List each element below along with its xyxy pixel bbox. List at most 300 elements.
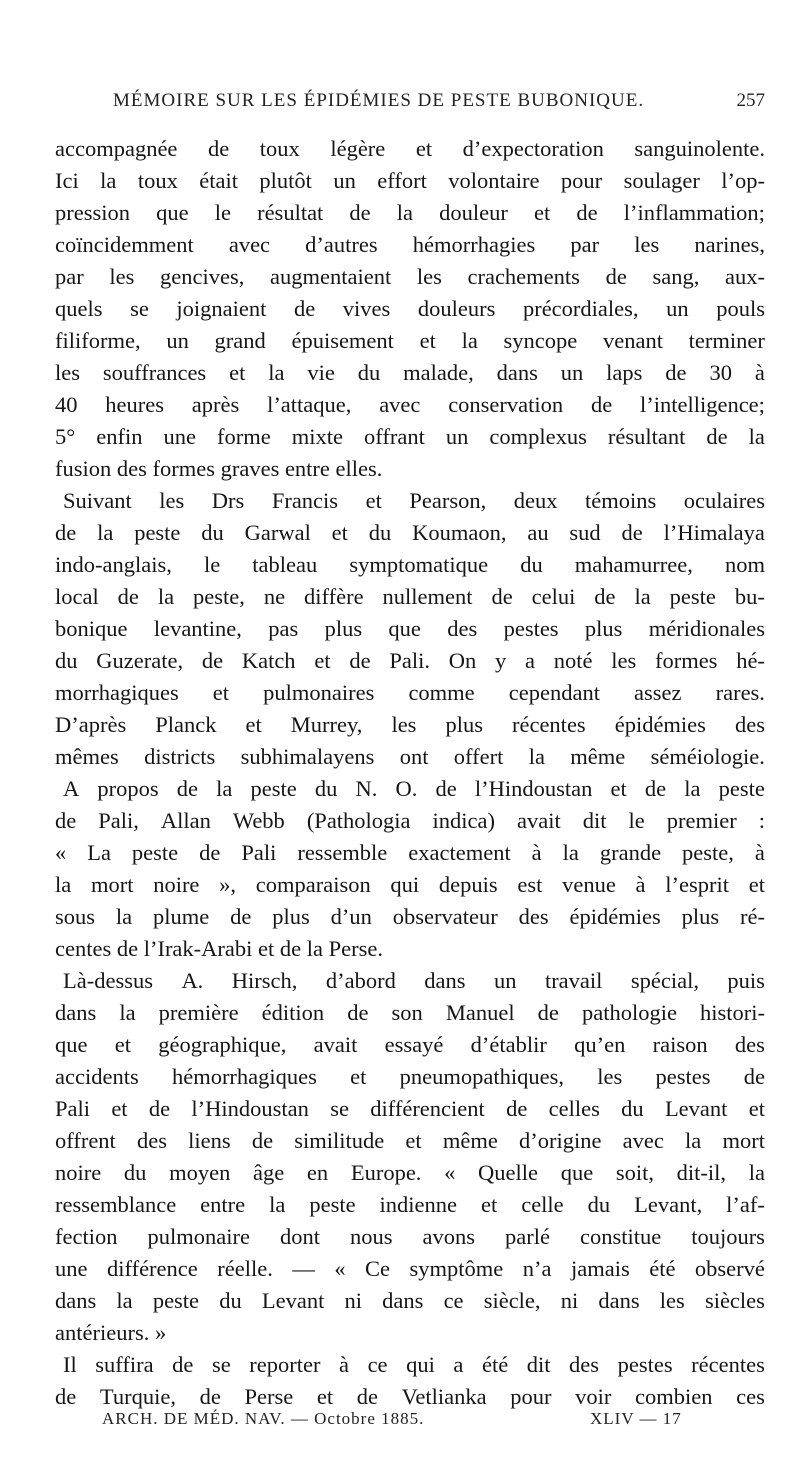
- word: les: [109, 264, 135, 289]
- word: Ce: [365, 1256, 391, 1281]
- word: reporter: [249, 1352, 321, 1377]
- word: entre: [200, 1192, 246, 1217]
- word: toujours: [691, 1224, 765, 1249]
- word: heures: [105, 392, 165, 417]
- word: pestes: [503, 616, 559, 641]
- word: un: [445, 424, 469, 449]
- word: du: [55, 648, 78, 673]
- word: puis: [727, 968, 765, 993]
- word: avons: [422, 1224, 475, 1249]
- word: indo-anglais,: [55, 552, 172, 577]
- word: se: [130, 296, 149, 321]
- word: venant: [602, 328, 663, 353]
- word: les: [634, 232, 660, 257]
- word: parlé: [504, 1224, 550, 1249]
- word: la: [269, 1192, 286, 1217]
- word: indica): [432, 808, 496, 833]
- word: que: [156, 200, 189, 225]
- word: de: [594, 584, 616, 609]
- word: de: [491, 584, 513, 609]
- word: et: [415, 136, 433, 161]
- word: la: [562, 840, 579, 865]
- text-line: [55, 1029, 765, 1061]
- text-line: [55, 357, 765, 389]
- word: précordiales,: [522, 296, 639, 321]
- word: de: [621, 520, 643, 545]
- running-header: [55, 90, 765, 120]
- word: du: [520, 552, 543, 577]
- word: la: [684, 776, 701, 801]
- word: gencives,: [160, 264, 245, 289]
- word: Perse: [244, 1384, 294, 1409]
- word: récentes: [691, 1352, 765, 1377]
- word: accidents: [55, 1064, 139, 1089]
- word: plus: [584, 616, 623, 641]
- word: de: [199, 840, 221, 865]
- word: la: [157, 584, 175, 609]
- word: de: [172, 1352, 194, 1377]
- word: comparaison: [255, 872, 371, 897]
- word: de: [199, 1384, 221, 1409]
- word: par: [570, 232, 600, 257]
- word: —: [292, 1256, 315, 1281]
- word: nous: [349, 1224, 393, 1249]
- word: joignaient: [176, 296, 267, 321]
- text-line: [55, 741, 765, 773]
- text-line: [55, 261, 765, 293]
- word: malade,: [403, 360, 474, 385]
- word: douleur: [439, 200, 508, 225]
- word: volontaire: [448, 168, 540, 193]
- text-line: [55, 1253, 765, 1285]
- word: résultat: [257, 200, 324, 225]
- word: Pali: [55, 1096, 91, 1121]
- word: mort: [90, 872, 134, 897]
- word: douleurs: [417, 296, 496, 321]
- word: noté: [553, 648, 593, 673]
- word: du: [219, 1288, 242, 1313]
- word: 30: [709, 360, 732, 385]
- word: épidémies: [569, 904, 661, 929]
- word: 5°: [55, 424, 76, 449]
- word: des: [518, 904, 549, 929]
- word: Quelle: [478, 1160, 539, 1185]
- word: ressemblance: [55, 1192, 177, 1217]
- text-line: centes de l’Irak-Arabi et de la Perse.: [55, 936, 383, 961]
- word: se: [330, 1096, 349, 1121]
- word: et: [316, 1384, 334, 1409]
- word: dans: [55, 1288, 97, 1313]
- word: de: [347, 1000, 369, 1025]
- word: pulmonaires: [263, 680, 375, 705]
- word: travail: [544, 968, 603, 993]
- word: résultant: [607, 424, 686, 449]
- text-line: [55, 645, 765, 677]
- word: observé: [694, 1256, 765, 1281]
- word: nom: [724, 552, 765, 577]
- word: conservation: [448, 392, 564, 417]
- body-text: [55, 133, 765, 1413]
- text-line: [55, 1221, 765, 1253]
- word: Ici: [55, 168, 79, 193]
- word: Pearson,: [409, 488, 487, 513]
- word: effort: [377, 168, 427, 193]
- word: celle: [521, 1192, 564, 1217]
- word: D’après: [55, 712, 127, 737]
- word: ressemble: [297, 840, 388, 865]
- text-line: [55, 965, 765, 997]
- word: On: [448, 648, 477, 673]
- word: et: [480, 1192, 498, 1217]
- word: laps: [606, 360, 643, 385]
- word: du: [357, 360, 381, 385]
- word: de: [293, 296, 316, 321]
- word: mixte: [291, 424, 344, 449]
- word: dit: [582, 808, 607, 833]
- word: celui: [531, 584, 576, 609]
- word: d’expectoration: [462, 136, 604, 161]
- text-line: [55, 549, 765, 581]
- text-line: [55, 869, 765, 901]
- word: plus: [445, 712, 483, 737]
- page-number: 257: [736, 90, 765, 111]
- word: la: [685, 1128, 702, 1153]
- word: de: [349, 200, 371, 225]
- word: offrant: [364, 424, 425, 449]
- text-line: [55, 197, 765, 229]
- word: grand: [214, 328, 266, 353]
- word: hé-: [736, 648, 765, 673]
- word: l’inflammation;: [623, 200, 765, 225]
- word: des: [734, 712, 765, 737]
- word: plume: [153, 904, 210, 929]
- word: des: [569, 1352, 600, 1377]
- word: depuis: [438, 872, 498, 897]
- word: à: [531, 840, 542, 865]
- word: essayé: [384, 1032, 444, 1057]
- word: que: [388, 616, 421, 641]
- word: âge: [253, 1160, 285, 1185]
- word: de: [55, 520, 77, 545]
- word: noire: [153, 872, 200, 897]
- word: peste: [152, 1288, 200, 1313]
- word: plus: [681, 904, 720, 929]
- word: combien: [635, 1384, 713, 1409]
- word: jamais: [570, 1256, 630, 1281]
- word: de: [743, 1064, 765, 1089]
- word: les: [659, 1288, 685, 1313]
- word: et: [350, 1064, 367, 1089]
- word: épidémies: [614, 712, 706, 737]
- footer-citation: ARCH. DE MÉD. NAV. — Octobre 1885.: [102, 1409, 425, 1428]
- word: pestes: [617, 1352, 673, 1377]
- word: Murrey,: [290, 712, 363, 737]
- word: de: [706, 424, 728, 449]
- text-line: [55, 1285, 765, 1317]
- word: du: [314, 776, 338, 801]
- word: de: [537, 1000, 559, 1025]
- word: pression: [55, 200, 130, 225]
- word: et: [533, 200, 551, 225]
- word: tableau: [252, 552, 318, 577]
- word: des: [136, 1128, 167, 1153]
- word: offert: [453, 744, 504, 769]
- word: oculaires: [683, 488, 765, 513]
- word: de: [55, 808, 77, 833]
- text-line: [55, 421, 765, 453]
- word: venue: [562, 872, 616, 897]
- word: pour: [560, 168, 603, 193]
- word: de: [605, 264, 627, 289]
- word: la: [55, 872, 72, 897]
- word: quels: [55, 296, 103, 321]
- word: par: [55, 264, 84, 289]
- word: offrent: [55, 1128, 116, 1153]
- text-line: [55, 133, 765, 165]
- word: terminer: [688, 328, 765, 353]
- word: l’af-: [726, 1192, 765, 1217]
- word: de: [55, 1384, 77, 1409]
- word: Garwal: [244, 520, 311, 545]
- word: accompagnée: [55, 136, 178, 161]
- word: se: [211, 1352, 231, 1377]
- word: témoins: [585, 488, 657, 513]
- word: les: [55, 360, 80, 385]
- text-line: [55, 1093, 765, 1125]
- word: de: [435, 776, 457, 801]
- word: histori-: [700, 1000, 765, 1025]
- word: moyen: [169, 1160, 231, 1185]
- word: :: [758, 808, 765, 833]
- word: un: [333, 168, 356, 193]
- word: méridionales: [648, 616, 765, 641]
- word: ces: [736, 1384, 765, 1409]
- word: la: [268, 360, 285, 385]
- word: Il: [63, 1352, 77, 1377]
- word: après: [191, 392, 240, 417]
- word: et: [245, 712, 262, 737]
- word: La: [87, 840, 111, 865]
- text-line: [55, 773, 765, 805]
- word: d’autres: [305, 232, 378, 257]
- word: symptôme: [409, 1256, 504, 1281]
- word: pneumopathiques,: [399, 1064, 564, 1089]
- word: celles: [548, 1096, 600, 1121]
- word: sanguinolente.: [634, 136, 765, 161]
- text-line: [55, 837, 765, 869]
- word: Turquie,: [99, 1384, 176, 1409]
- word: les: [416, 264, 442, 289]
- word: peste: [669, 584, 716, 609]
- word: de: [117, 584, 139, 609]
- word: d’origine: [519, 1128, 602, 1153]
- text-line: [55, 1157, 765, 1189]
- word: bu-: [734, 584, 765, 609]
- word: avec: [379, 392, 421, 417]
- word: Levant: [664, 1096, 728, 1121]
- word: et: [405, 1128, 422, 1153]
- word: du: [587, 1192, 611, 1217]
- word: à: [754, 840, 765, 865]
- word: peste: [250, 776, 297, 801]
- word: local: [55, 584, 99, 609]
- word: propos: [97, 776, 159, 801]
- word: Webb: [232, 808, 285, 833]
- word: Guzerate,: [96, 648, 184, 673]
- word: d’abord: [325, 968, 396, 993]
- word: syncope: [503, 328, 578, 353]
- word: peste,: [682, 840, 734, 865]
- word: de: [644, 776, 667, 801]
- word: sang,: [652, 264, 700, 289]
- word: la: [634, 584, 651, 609]
- word: siècles: [704, 1288, 765, 1313]
- word: grande: [599, 840, 662, 865]
- word: plus: [324, 616, 363, 641]
- footer-signature: XLIV — 17: [590, 1409, 682, 1428]
- word: et: [365, 488, 382, 513]
- word: l’Hindoustan: [191, 1096, 309, 1121]
- word: districts: [144, 744, 216, 769]
- word: de: [230, 904, 252, 929]
- text-line: [55, 1125, 765, 1157]
- word: Pali,: [98, 808, 139, 833]
- word: avait: [517, 808, 561, 833]
- running-header-title: MÉMOIRE SUR LES ÉPIDÉMIES DE PESTE BUBONIQUE.: [113, 90, 645, 111]
- word: ce: [443, 1288, 464, 1313]
- word: du: [201, 520, 224, 545]
- word: et: [610, 776, 627, 801]
- text-line: [55, 325, 765, 357]
- word: souffrances: [102, 360, 207, 385]
- text-line: [55, 997, 765, 1029]
- word: à: [754, 360, 765, 385]
- word: dans: [424, 968, 466, 993]
- word: soulager: [623, 168, 700, 193]
- word: récentes: [511, 712, 586, 737]
- word: ce: [367, 1352, 388, 1377]
- word: plutôt: [259, 168, 312, 193]
- word: de: [590, 392, 613, 417]
- word: de: [356, 1384, 379, 1409]
- word: la: [97, 520, 114, 545]
- word: suffira: [95, 1352, 154, 1377]
- word: de: [506, 1096, 528, 1121]
- word: Vetlianka: [401, 1384, 487, 1409]
- word: dans: [55, 1000, 97, 1025]
- word: observateur: [392, 904, 498, 929]
- word: vives: [342, 296, 391, 321]
- word: pulmonaire: [147, 1224, 250, 1249]
- word: à: [635, 872, 646, 897]
- word: mahamurree,: [574, 552, 693, 577]
- word: de: [349, 648, 371, 673]
- word: vie: [307, 360, 335, 385]
- word: peste: [309, 1192, 356, 1217]
- word: complexus: [489, 424, 587, 449]
- word: un: [560, 360, 584, 385]
- word: subhimalayens: [240, 744, 375, 769]
- word: du: [123, 1160, 147, 1185]
- word: raison: [652, 1032, 708, 1057]
- word: filiforme,: [55, 328, 141, 353]
- word: y: [494, 648, 507, 673]
- word: les: [611, 648, 637, 673]
- word: «: [334, 1256, 346, 1281]
- word: même: [442, 1128, 498, 1153]
- word: Suivant: [63, 488, 132, 513]
- word: en: [306, 1160, 329, 1185]
- word: avec: [622, 1128, 664, 1153]
- word: de: [201, 648, 224, 673]
- word: des: [447, 616, 478, 641]
- word: les: [597, 1064, 623, 1089]
- word: enfin: [96, 424, 143, 449]
- word: qu’en: [574, 1032, 626, 1057]
- word: l’attaque,: [267, 392, 352, 417]
- word: indienne: [379, 1192, 458, 1217]
- word: du: [368, 520, 392, 545]
- word: Levant: [261, 1288, 325, 1313]
- word: diffère: [304, 584, 364, 609]
- word: de: [665, 360, 687, 385]
- word: et: [212, 680, 230, 705]
- word: peste: [131, 840, 179, 865]
- word: géographique,: [158, 1032, 287, 1057]
- word: formes: [654, 648, 718, 673]
- word: Allan: [160, 808, 211, 833]
- word: forme: [217, 424, 271, 449]
- word: une: [163, 424, 197, 449]
- word: la: [116, 1288, 133, 1313]
- word: noire: [55, 1160, 102, 1185]
- word: édition: [261, 1000, 325, 1025]
- word: Planck: [155, 712, 217, 737]
- word: Katch: [241, 648, 296, 673]
- word: pouls: [716, 296, 765, 321]
- word: (Pathologia: [306, 808, 411, 833]
- word: «: [444, 1160, 456, 1185]
- word: le: [628, 808, 645, 833]
- word: les: [391, 712, 417, 737]
- word: peste: [134, 520, 181, 545]
- word: dont: [279, 1224, 320, 1249]
- word: N.: [355, 776, 378, 801]
- word: Francis: [271, 488, 339, 513]
- word: hémorrhagiques: [171, 1064, 317, 1089]
- text-line: [55, 229, 765, 261]
- word: ni: [560, 1288, 579, 1313]
- word: Là-dessus: [63, 968, 153, 993]
- text-line: fusion des formes graves entre elles.: [55, 456, 383, 481]
- word: rares.: [715, 680, 765, 705]
- word: «: [55, 840, 67, 865]
- word: un: [666, 296, 689, 321]
- word: légère: [330, 136, 386, 161]
- word: mêmes: [55, 744, 119, 769]
- word: la: [119, 1000, 136, 1025]
- word: Koumaon,: [412, 520, 507, 545]
- word: toux: [259, 136, 300, 161]
- word: liens: [188, 1128, 231, 1153]
- text-line: [55, 1061, 765, 1093]
- word: dans: [496, 360, 538, 385]
- text-line: [55, 1189, 765, 1221]
- word: constitue: [579, 1224, 662, 1249]
- word: nullement: [382, 584, 473, 609]
- word: été: [649, 1256, 676, 1281]
- word: l’Himalaya: [663, 520, 765, 545]
